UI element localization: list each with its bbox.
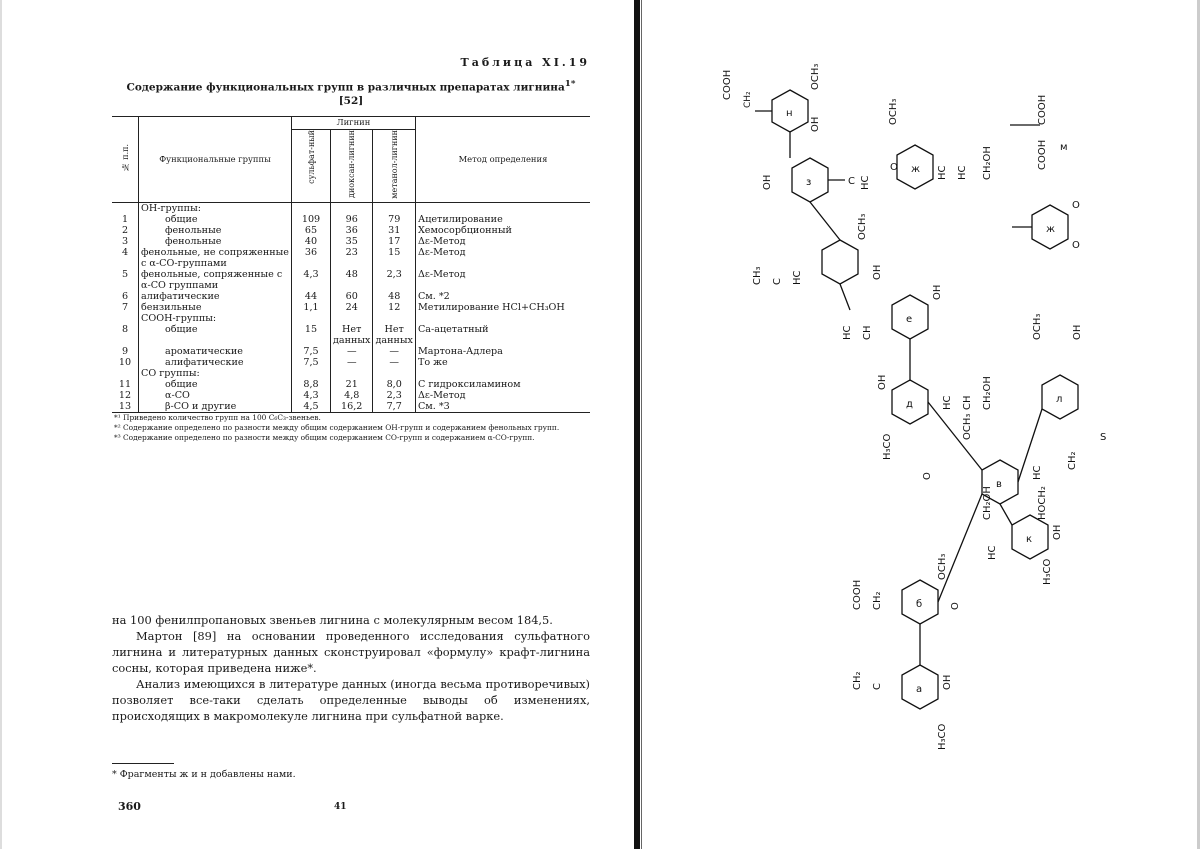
label-ch2oh-2: CH₂OH [982, 376, 993, 410]
label-och3-1: OCH₃ [810, 63, 821, 90]
label-co-1: C [848, 176, 855, 187]
row-ethanol: — [373, 357, 415, 368]
label-s: S [1100, 432, 1107, 443]
row-ethanol: — [373, 346, 415, 357]
label-och3-6: OCH₃ [937, 553, 948, 580]
page-edge-left [0, 0, 2, 849]
row-method: То же [417, 356, 448, 368]
row-num [112, 368, 139, 379]
row-ethanol: 48 [373, 291, 415, 302]
table-ref: [52] [338, 94, 364, 107]
row-num: 3 [112, 236, 139, 247]
row-ethanol [373, 313, 415, 324]
row-sulfate: 4,3 [292, 269, 331, 291]
row-num: 12 [112, 390, 139, 401]
label-o-4: O [922, 472, 933, 480]
label-hc-2: HC [937, 165, 948, 180]
paragraph-1: на 100 фенилпропановых звеньев лигнина с молекулярным весом 184,5. [112, 613, 553, 627]
ring-zh-2 [1032, 205, 1068, 249]
row-method [415, 202, 590, 214]
ring-label-b: б [916, 599, 923, 610]
table-label: Таблица XI.19 [460, 56, 590, 69]
table-row [112, 236, 590, 247]
table-row [112, 214, 590, 225]
row-group: фенольные, сопряженные с α-СО группами [139, 269, 292, 291]
row-dioxane: 60 [331, 291, 373, 302]
label-ch2-2: CH₂ [1067, 451, 1078, 470]
label-hc-6: HC [942, 395, 953, 410]
header-group: Функциональные группы [139, 117, 292, 203]
row-group: α-СО [139, 390, 292, 401]
label-o-2: O [1072, 200, 1080, 211]
ring-label-a: а [916, 684, 923, 695]
bond-12 [938, 494, 982, 602]
row-group: алифатические [139, 357, 292, 368]
label-hc-4: HC [792, 270, 803, 285]
label-och3-4: OCH₃ [1032, 313, 1043, 340]
row-num: 10 [112, 357, 139, 368]
row-group: алифатические [139, 291, 292, 302]
row-dioxane: 24 [331, 302, 373, 313]
ring-b [902, 580, 938, 624]
label-hc-7: HC [1032, 465, 1043, 480]
label-ch2oh-3: CH₂OH [982, 486, 993, 520]
table-title-sup: 1* [564, 79, 576, 89]
row-method: Са-ацетатный [417, 323, 489, 335]
label-cooh-2: COOH [1037, 94, 1048, 125]
table-row [112, 202, 590, 214]
ring-label-zh-1: ж [911, 164, 921, 175]
label-oh-7: OH [1052, 524, 1063, 540]
row-ethanol [373, 202, 415, 214]
label-oh-3: OH [872, 264, 883, 280]
row-dioxane: 16,2 [331, 401, 373, 413]
label-oh-5: OH [877, 374, 888, 390]
label-cooh-1: COOH [722, 69, 733, 100]
row-group: бензильные [139, 302, 292, 313]
row-dioxane: 23 [331, 247, 373, 269]
row-sulfate: 1,1 [292, 302, 331, 313]
label-o-3: O [1072, 240, 1080, 251]
row-num: 6 [112, 291, 139, 302]
row-dioxane: Нет данных [331, 324, 373, 346]
row-dioxane: 48 [331, 269, 373, 291]
row-num: 11 [112, 379, 139, 390]
ring-a [902, 665, 938, 709]
footnote: * Фрагменты ж и н добавлены нами. [112, 769, 296, 780]
left-page [112, 56, 590, 816]
row-dioxane: — [331, 357, 373, 368]
label-ch3-1: CH₃ [752, 266, 763, 285]
bond-6 [810, 202, 840, 240]
row-ethanol: 8,0 [373, 379, 415, 390]
header-sulfate: сульфат-ный [292, 130, 331, 203]
ring-zh-1 [897, 145, 933, 189]
row-dioxane [331, 202, 373, 214]
header-method: Метод определения [415, 117, 590, 203]
table-row [112, 368, 590, 379]
row-ethanol: Нет данных [373, 324, 415, 346]
label-h3co-2: H₃CO [1042, 558, 1053, 585]
row-sulfate [292, 313, 331, 324]
label-hc-8: HC [987, 545, 998, 560]
table-row [112, 291, 590, 302]
table-title-text: Содержание функциональных групп в различных препаратах лигнина [126, 81, 565, 94]
kraft-lignin-formula [700, 40, 1180, 800]
row-method [415, 313, 590, 324]
bond-9 [928, 402, 982, 470]
label-co-2: C [772, 278, 783, 285]
label-oh-1: OH [810, 116, 821, 132]
ring-label-e: е [906, 314, 913, 325]
row-sulfate: 4,3 [292, 390, 331, 401]
label-ch2-1: CH₂ [743, 91, 753, 108]
row-ethanol: 12 [373, 302, 415, 313]
row-ethanol: 31 [373, 225, 415, 236]
row-num: 7 [112, 302, 139, 313]
ring-n [772, 90, 808, 132]
ring-d [892, 380, 928, 424]
table-row [112, 379, 590, 390]
row-method: Хемосорбционный [417, 224, 512, 236]
label-oh-6: OH [1072, 324, 1083, 340]
row-method: См. *3 [417, 400, 450, 412]
page-number: 360 [118, 800, 141, 813]
row-num: 1 [112, 214, 139, 225]
table-row [112, 401, 590, 413]
label-oh-4: OH [932, 284, 943, 300]
ring-label-zh-2: ж [1046, 224, 1056, 235]
row-method: См. *2 [417, 290, 450, 302]
row-sulfate: 7,5 [292, 346, 331, 357]
row-group: СО группы: [139, 368, 292, 379]
table-row [112, 269, 590, 291]
paragraph-2: Мартон [89] на основании проведенного исследования сульфатного лигнина и литературных данных сконструировал «формулу» крафт-лигнина сосны, которая приведена ниже*. [112, 629, 590, 675]
ring-e [892, 295, 928, 339]
bond-11 [1000, 504, 1012, 525]
row-group: общие [139, 379, 292, 390]
label-ch2-3: CH₂ [872, 591, 883, 610]
row-sulfate: 109 [292, 214, 331, 225]
row-sulfate [292, 202, 331, 214]
table-row [112, 390, 590, 401]
row-ethanol: 79 [373, 214, 415, 225]
label-o-1: O [890, 162, 898, 173]
row-ethanol [373, 368, 415, 379]
table-row [112, 247, 590, 269]
row-sulfate: 40 [292, 236, 331, 247]
row-num: 9 [112, 346, 139, 357]
row-ethanol: 15 [373, 247, 415, 269]
label-ch-2: CH [962, 395, 973, 410]
row-sulfate: 36 [292, 247, 331, 269]
row-sulfate: 44 [292, 291, 331, 302]
row-ethanol: 17 [373, 236, 415, 247]
table-row [112, 324, 590, 346]
row-group: ОН-группы: [139, 202, 292, 214]
row-group: ароматические [139, 346, 292, 357]
table-title [112, 78, 590, 108]
row-num: 4 [112, 247, 139, 269]
margin-mark: 41 [334, 802, 347, 812]
header-lignins: Лигнин [292, 117, 416, 130]
table-body [112, 202, 590, 412]
row-ethanol: 7,7 [373, 401, 415, 413]
label-cooh-3: COOH [1037, 139, 1048, 170]
functional-groups-table [112, 116, 590, 443]
ring-z [792, 158, 828, 202]
row-method: Ацетилирование [417, 213, 503, 225]
row-group: β-СО и другие [139, 401, 292, 413]
table-row [112, 313, 590, 324]
row-group: СООН-группы: [139, 313, 292, 324]
row-ethanol: 2,3 [373, 390, 415, 401]
row-group: общие [139, 214, 292, 225]
row-dioxane: 35 [331, 236, 373, 247]
table-row [112, 346, 590, 357]
row-method: Мартона-Адлера [417, 345, 503, 357]
row-group: общие [139, 324, 292, 346]
label-ch-1: CH [862, 325, 873, 340]
ring-label-n: н [786, 108, 793, 119]
label-hc-3: HC [957, 165, 968, 180]
label-o-5: O [950, 602, 961, 610]
label-och3-3: OCH₃ [857, 213, 868, 240]
row-dioxane [331, 368, 373, 379]
row-dioxane [331, 313, 373, 324]
ring-l [1042, 375, 1078, 419]
row-dioxane: 4,8 [331, 390, 373, 401]
row-num: 5 [112, 269, 139, 291]
ring-label-z: з [806, 177, 812, 188]
row-num [112, 202, 139, 214]
row-method: Метилирование HCl+CH₃OH [417, 301, 565, 313]
row-sulfate: 65 [292, 225, 331, 236]
header-num: № п.п. [112, 117, 139, 203]
row-sulfate [292, 368, 331, 379]
ring-label-k: к [1026, 534, 1033, 545]
row-sulfate: 7,5 [292, 357, 331, 368]
row-num: 8 [112, 324, 139, 346]
row-ethanol: 2,3 [373, 269, 415, 291]
row-method: Δε-Метод [417, 268, 466, 280]
row-group: фенольные [139, 236, 292, 247]
header-ethanol: метанол-лигнин [373, 130, 415, 203]
label-hc-1: HC [860, 175, 871, 190]
row-method: Δε-Метод [417, 235, 466, 247]
label-ch2oh-1: CH₂OH [982, 146, 993, 180]
row-num: 13 [112, 401, 139, 413]
table-note-3: *³ Содержание определено по разности между общим содержанием СО-групп и содержанием α-СО-групп. [114, 432, 535, 442]
row-sulfate: 15 [292, 324, 331, 346]
table-note-2: *² Содержание определено по разности между общим содержанием ОН-групп и содержанием фенольных групп. [114, 422, 560, 432]
ring-label-d: д [906, 399, 913, 410]
row-group: фенольные, не сопряженные с α-СО-группами [139, 247, 292, 269]
label-h3co-3: H₃CO [937, 723, 948, 750]
footnote-rule [112, 763, 174, 764]
header-dioxane: диоксан-лигнин [331, 130, 373, 203]
table-row [112, 357, 590, 368]
label-hc-5: HC [842, 325, 853, 340]
ring-zh-center [822, 240, 858, 284]
row-dioxane: 21 [331, 379, 373, 390]
book-spine [634, 0, 640, 849]
label-oh-8: OH [942, 674, 953, 690]
ring-label-m: м [1060, 142, 1068, 153]
label-cooh-4: COOH [852, 579, 863, 610]
row-dioxane: 36 [331, 225, 373, 236]
row-method: Δε-Метод [417, 389, 466, 401]
table-note-1: *¹ Приведено количество групп на 100 C₆C₃-звеньев. [112, 412, 590, 423]
book-spine-shadow [641, 0, 642, 849]
label-hoch2: HOCH₂ [1037, 486, 1048, 520]
label-oh-2: OH [762, 174, 773, 190]
row-sulfate: 8,8 [292, 379, 331, 390]
ring-k [1012, 515, 1048, 559]
row-dioxane: — [331, 346, 373, 357]
row-method [415, 368, 590, 379]
row-sulfate: 4,5 [292, 401, 331, 413]
paragraph-3: Анализ имеющихся в литературе данных (иногда весьма противоречивых) позволяет все-таки сделать определенные выводы об изменениях, происходящих в макромолекуле лигнина при сульфатной варке. [112, 677, 590, 723]
table-row [112, 302, 590, 313]
ring-label-v: в [996, 479, 1002, 490]
label-och3-5: OCH₃ [962, 413, 973, 440]
row-dioxane: 96 [331, 214, 373, 225]
body-text [112, 612, 590, 724]
label-h3co-1: H₃CO [882, 433, 893, 460]
row-method: С гидроксиламином [417, 378, 521, 390]
label-ch2-4: CH₂ [852, 671, 863, 690]
row-num: 2 [112, 225, 139, 236]
row-method: Δε-Метод [417, 246, 466, 258]
label-co-3: C [872, 683, 883, 690]
row-num [112, 313, 139, 324]
bond-7 [840, 284, 850, 310]
label-och3-2: OCH₃ [888, 98, 899, 125]
ring-label-l: л [1056, 394, 1063, 405]
table-row [112, 225, 590, 236]
row-group: фенольные [139, 225, 292, 236]
